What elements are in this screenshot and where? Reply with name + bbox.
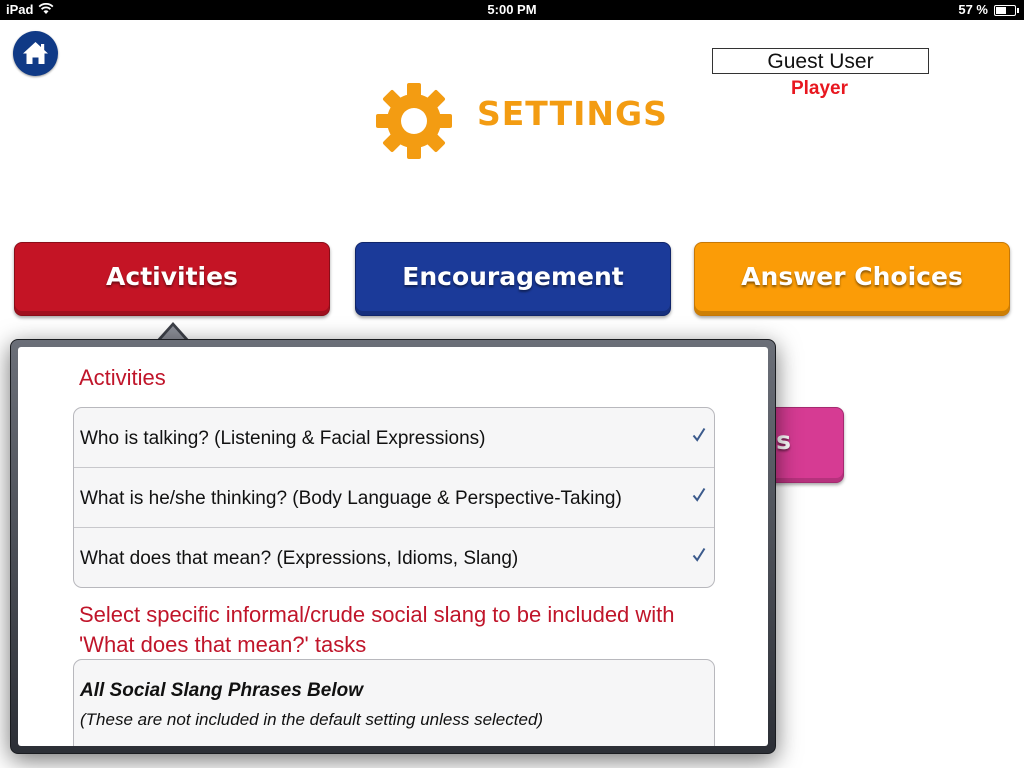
activity-label: What is he/she thinking? (Body Language & Perspective-Taking) bbox=[80, 488, 622, 509]
tab-activities[interactable]: Activities bbox=[14, 242, 330, 316]
gear-icon bbox=[374, 81, 454, 161]
battery-percentage: 57 % bbox=[958, 2, 988, 17]
slang-all-note: (These are not included in the default setting unless selected) bbox=[80, 710, 544, 729]
activity-label: Who is talking? (Listening & Facial Expressions) bbox=[80, 428, 486, 449]
tab-partially-hidden-label: s bbox=[776, 426, 791, 455]
battery-fill bbox=[996, 7, 1006, 14]
slang-all-title: All Social Slang Phrases Below bbox=[80, 680, 363, 701]
slang-heading-line-2: 'What does that mean?' tasks bbox=[79, 632, 367, 657]
checkmark-icon bbox=[692, 547, 706, 563]
list-item[interactable] bbox=[74, 528, 714, 587]
checkmark-icon bbox=[692, 487, 706, 503]
list-item[interactable] bbox=[74, 468, 714, 528]
slang-list bbox=[73, 659, 715, 746]
home-button[interactable] bbox=[13, 31, 58, 76]
checkmark-icon bbox=[692, 427, 706, 443]
user-name-box: Guest User bbox=[712, 48, 929, 74]
popover-content bbox=[18, 347, 768, 746]
clock: 5:00 PM bbox=[487, 2, 537, 17]
activities-list bbox=[73, 407, 715, 588]
activities-heading: Activities bbox=[79, 365, 166, 390]
home-icon bbox=[13, 31, 58, 76]
battery-icon bbox=[994, 5, 1016, 16]
user-role-label: Player bbox=[790, 78, 849, 99]
tab-encouragement[interactable]: Encouragement bbox=[355, 242, 671, 316]
device-name: iPad bbox=[6, 2, 34, 17]
tab-answer-choices[interactable]: Answer Choices bbox=[694, 242, 1010, 316]
activities-popover bbox=[10, 339, 776, 754]
activity-label: What does that mean? (Expressions, Idioms, Slang) bbox=[80, 548, 519, 569]
slang-heading-line-1: Select specific informal/crude social slang to be included with bbox=[79, 602, 675, 627]
status-bar bbox=[0, 0, 1024, 20]
list-item-all-slang[interactable] bbox=[74, 660, 714, 736]
list-item[interactable] bbox=[74, 408, 714, 468]
page-title: SETTINGS bbox=[477, 94, 668, 133]
